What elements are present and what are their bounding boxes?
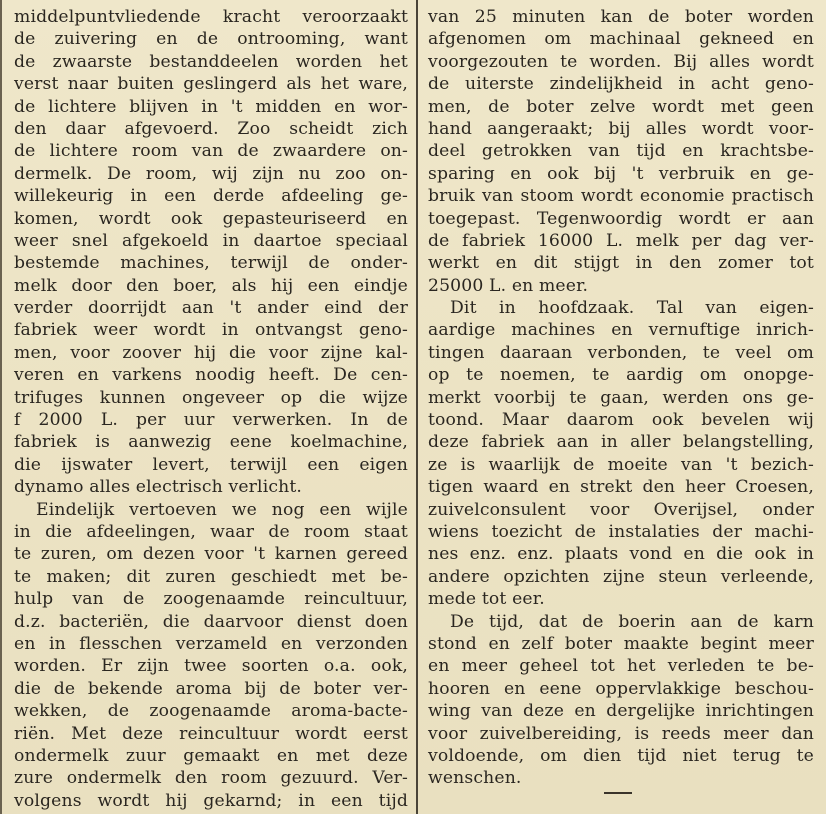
text-line: zure ondermelk den room gezuurd. Ver- xyxy=(14,768,408,789)
text-line: ondermelk zuur gemaakt en met deze xyxy=(14,745,408,766)
text-line: stond en zelf boter maakte begint meer xyxy=(428,633,814,654)
text-line: bestemde machines, terwijl de onder- xyxy=(14,253,408,274)
text-line: verder doorrijdt aan 't ander eind der xyxy=(14,298,408,319)
text-line: d.z. bacteriën, die daarvoor dienst doen xyxy=(14,611,408,632)
text-line: hand aangeraakt; bij alles wordt voor- xyxy=(428,118,814,139)
text-line: werkt en dit stijgt in den zomer tot xyxy=(428,253,814,274)
text-line: voldoende, om dien tijd niet terug te xyxy=(428,745,814,766)
text-line: andere opzichten zijne steun verleende, xyxy=(428,566,814,587)
article-end-rule xyxy=(604,792,632,794)
text-line: Dit in hoofdzaak. Tal van eigen- xyxy=(450,298,814,319)
text-line: de uiterste zindelijkheid in acht geno- xyxy=(428,74,814,95)
right-column xyxy=(428,6,814,790)
text-line: men, voor zoover hij die voor zijne kal- xyxy=(14,342,408,363)
text-line: deze fabriek aan in aller belangstelling, xyxy=(428,432,814,453)
text-line: middelpuntvliedende kracht veroorzaakt xyxy=(14,7,408,27)
text-line: Eindelijk vertoeven we nog een wijle xyxy=(36,499,408,520)
text-line: de zwaarste bestanddeelen worden het xyxy=(14,51,408,72)
text-line: tingen daaraan verbonden, te veel om xyxy=(428,342,814,363)
text-line: de lichtere blijven in 't midden en wor- xyxy=(14,96,408,117)
page-edge-rule xyxy=(0,0,2,814)
text-line: voorgezouten te worden. Bij alles wordt xyxy=(428,51,814,72)
text-line: wekken, de zoogenaamde aroma-bacte- xyxy=(14,701,408,722)
text-line: nes enz. enz. plaats vond en die ook in xyxy=(428,544,814,565)
text-line: willekeurig in een derde afdeeling ge- xyxy=(14,186,408,207)
text-line: mede tot eer. xyxy=(428,589,545,610)
text-line: zuivelconsulent voor Overijsel, onder xyxy=(428,499,814,520)
text-line: men, de boter zelve wordt met geen xyxy=(428,96,814,117)
text-line: veren en varkens noodig heeft. De cen- xyxy=(14,365,408,386)
text-line: sparing en ook bij 't verbruik en ge- xyxy=(428,163,814,184)
text-line: verst naar buiten geslingerd als het ware, xyxy=(14,74,408,95)
text-line: trifuges kunnen ongeveer op die wijze xyxy=(14,387,408,408)
text-line: den daar afgevoerd. Zoo scheidt zich xyxy=(14,118,408,139)
text-line: de fabriek 16000 L. melk per dag ver- xyxy=(428,230,814,251)
text-line: bruik van stoom wordt economie practisch xyxy=(428,186,814,207)
text-line: worden. Er zijn twee soorten o.a. ook, xyxy=(14,656,408,677)
text-line: in die afdeelingen, waar de room staat xyxy=(14,521,408,542)
text-line: toond. Maar daarom ook bevelen wij xyxy=(428,410,814,431)
text-line: voor zuivelbereiding, is reeds meer dan xyxy=(428,723,814,744)
text-line: en meer geheel tot het verleden te be- xyxy=(428,656,814,677)
text-line: afgenomen om machinaal gekneed en xyxy=(428,29,814,50)
text-line: en in flesschen verzameld en verzonden xyxy=(14,633,408,654)
text-line: van 25 minuten kan de boter worden xyxy=(428,7,814,27)
text-line: ze is waarlijk de moeite van 't bezich- xyxy=(428,454,814,475)
text-line: te zuren, om dezen voor 't karnen gereed xyxy=(14,544,408,565)
text-line: komen, wordt ook gepasteuriseerd en xyxy=(14,208,408,229)
text-line: volgens wordt hij gekarnd; in een tijd xyxy=(14,790,408,811)
text-line: weer snel afgekoeld in daartoe speciaal xyxy=(14,230,408,251)
text-line: fabriek weer wordt in ontvangst geno- xyxy=(14,320,408,341)
text-line: tigen waard en strekt den heer Croesen, xyxy=(428,477,814,498)
text-line: de lichtere room van de zwaardere on- xyxy=(14,141,408,162)
text-line: aardige machines en vernuftige inrich- xyxy=(428,320,814,341)
text-line: De tijd, dat de boerin aan de karn xyxy=(450,611,814,632)
text-line: f 2000 L. per uur verwerken. In de xyxy=(14,410,408,431)
text-line: op te noemen, te aardig om onopge- xyxy=(428,365,814,386)
text-line: de zuivering en de ontrooming, want xyxy=(14,29,408,50)
text-line: wing van deze en dergelijke inrichtingen xyxy=(428,701,814,722)
text-line: dermelk. De room, wij zijn nu zoo on- xyxy=(14,163,408,184)
text-line: die ijswater levert, terwijl een eigen xyxy=(14,454,408,475)
column-rule xyxy=(416,0,418,814)
text-line: riën. Met deze reincultuur wordt eerst xyxy=(14,723,408,744)
text-line: wiens toezicht de instalaties der machi- xyxy=(428,521,814,542)
text-line: merkt voorbij te gaan, werden ons ge- xyxy=(428,387,814,408)
text-line: melk door den boer, als hij een eindje xyxy=(14,275,408,296)
text-line: wenschen. xyxy=(428,768,522,789)
left-column xyxy=(14,6,408,812)
text-line: 25000 L. en meer. xyxy=(428,275,589,296)
text-line: fabriek is aanwezig eene koelmachine, xyxy=(14,432,408,453)
text-line: te maken; dit zuren geschiedt met be- xyxy=(14,566,408,587)
text-line: die de bekende aroma bij de boter ver- xyxy=(14,678,408,699)
text-line: dynamo alles electrisch verlicht. xyxy=(14,477,303,498)
text-line: hooren en eene oppervlakkige beschou- xyxy=(428,678,814,699)
text-line: hulp van de zoogenaamde reincultuur, xyxy=(14,589,408,610)
text-line: toegepast. Tegenwoordig wordt er aan xyxy=(428,208,814,229)
text-line: deel getrokken van tijd en krachtsbe- xyxy=(428,141,814,162)
